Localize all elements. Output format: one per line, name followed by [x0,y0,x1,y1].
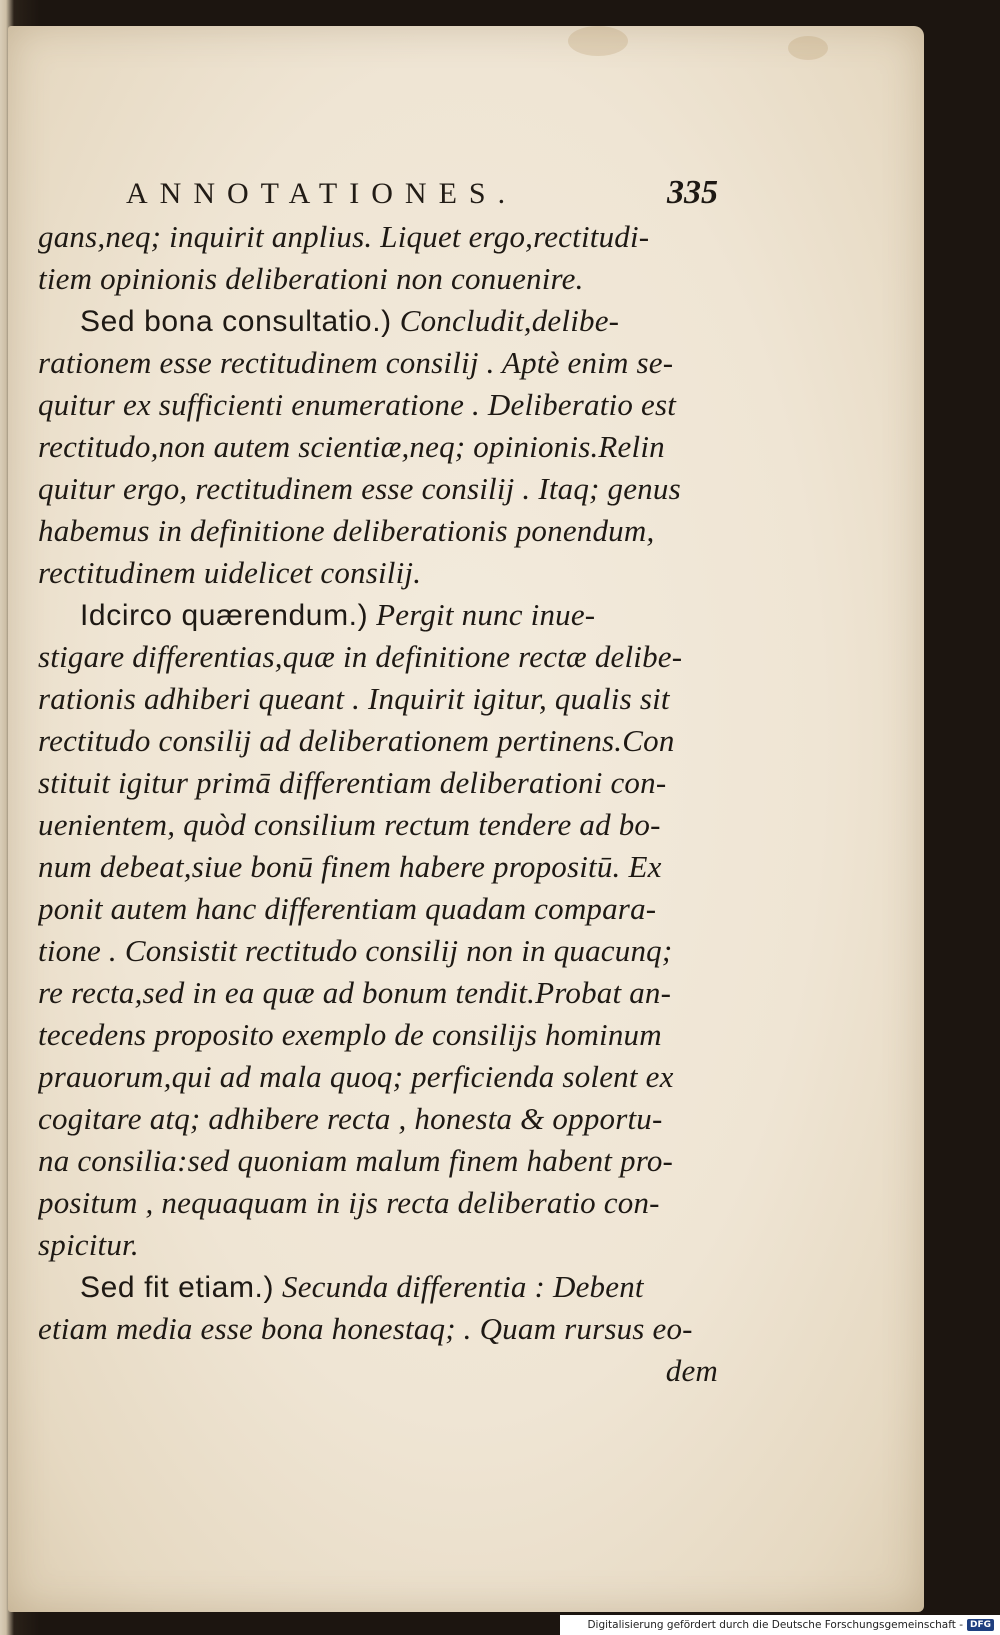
line-text: Pergit nunc inue- [368,597,596,632]
text-line [38,552,718,594]
text-line [38,1098,718,1140]
line-text: gans,neq; inquirit anplius. Liquet ergo,rectitudi- [38,219,650,254]
line-text: num debeat,siue bonū finem habere propositū. Ex [38,849,662,884]
line-text: etiam media esse bona honestaq; . Quam rursus eo- [38,1311,693,1346]
text-line [38,1014,718,1056]
line-text: Secunda differentia : Debent [274,1269,644,1304]
line-text: quitur ergo, rectitudinem esse consilij . Itaq; genus [38,471,681,506]
line-text: habemus in definitione deliberationis ponendum, [38,513,655,548]
text-line [38,594,718,636]
text-line [38,972,718,1014]
text-line [38,258,718,300]
line-text: tiem opinionis deliberationi non conuenire. [38,261,584,296]
catchword: dem [665,1353,718,1388]
lemma-heading: Idcirco quærendum.) [80,599,369,632]
line-text: tione . Consistit rectitudo consilij non in quacunq; [38,933,673,968]
line-text: na consilia:sed quoniam malum finem habent pro- [38,1143,674,1178]
text-line [38,678,718,720]
line-text: rationem esse rectitudinem consilij . Aptè enim se- [38,345,674,380]
line-text: rectitudo,non autem scientiæ,neq; opinionis.Relin [38,429,665,464]
dfg-logo: DFG [967,1619,994,1631]
text-line [38,510,718,552]
text-block [38,174,718,1392]
line-text: rectitudo consilij ad deliberationem pertinens.Con [38,723,675,758]
text-line [38,846,718,888]
line-text: stituit igitur primā differentiam deliberationi con- [38,765,667,800]
line-text: re recta,sed in ea quæ ad bonum tendit.Probat an- [38,975,672,1010]
line-text: Concludit,delibe- [391,303,620,338]
text-line [38,720,718,762]
text-line [38,1308,718,1350]
text-line [38,426,718,468]
digitization-footer [560,1615,1000,1635]
text-line [38,1224,718,1266]
line-text: positum , nequaquam in ijs recta deliberatio con- [38,1185,660,1220]
text-line [38,762,718,804]
text-line [38,1182,718,1224]
text-line [38,1266,718,1308]
line-text: stigare differentias,quæ in definitione rectæ delibe- [38,639,683,674]
book-page [8,26,924,1612]
text-line [38,930,718,972]
running-head: ANNOTATIONES. [126,177,518,210]
lemma-heading: Sed fit etiam.) [80,1271,275,1304]
text-line [38,300,718,342]
text-line [38,888,718,930]
text-line [38,804,718,846]
page-number: 335 [667,174,718,211]
text-line [38,1140,718,1182]
body-text [38,216,718,1350]
text-line [38,1056,718,1098]
line-text: quitur ex sufficienti enumeratione . Deliberatio est [38,387,677,422]
line-text: prauorum,qui ad mala quoq; perficienda solent ex [38,1059,674,1094]
text-line [38,342,718,384]
paper-stain [568,26,628,56]
funding-credit: Digitalisierung gefördert durch die Deutsche Forschungsgemeinschaft - [587,1619,963,1631]
text-line [38,384,718,426]
text-line [38,636,718,678]
line-text: tecedens proposito exemplo de consilijs hominum [38,1017,662,1052]
line-text: spicitur. [38,1227,139,1262]
page-header [38,174,718,216]
text-line [38,216,718,258]
lemma-heading: Sed bona consultatio.) [80,305,392,338]
line-text: cogitare atq; adhibere recta , honesta & opportu- [38,1101,663,1136]
line-text: rationis adhiberi queant . Inquirit igitur, qualis sit [38,681,670,716]
text-line [38,468,718,510]
paper-stain [788,36,828,60]
line-text: ponit autem hanc differentiam quadam compara- [38,891,657,926]
line-text: rectitudinem uidelicet consilij. [38,555,422,590]
line-text: uenientem, quòd consilium rectum tendere ad bo- [38,807,661,842]
